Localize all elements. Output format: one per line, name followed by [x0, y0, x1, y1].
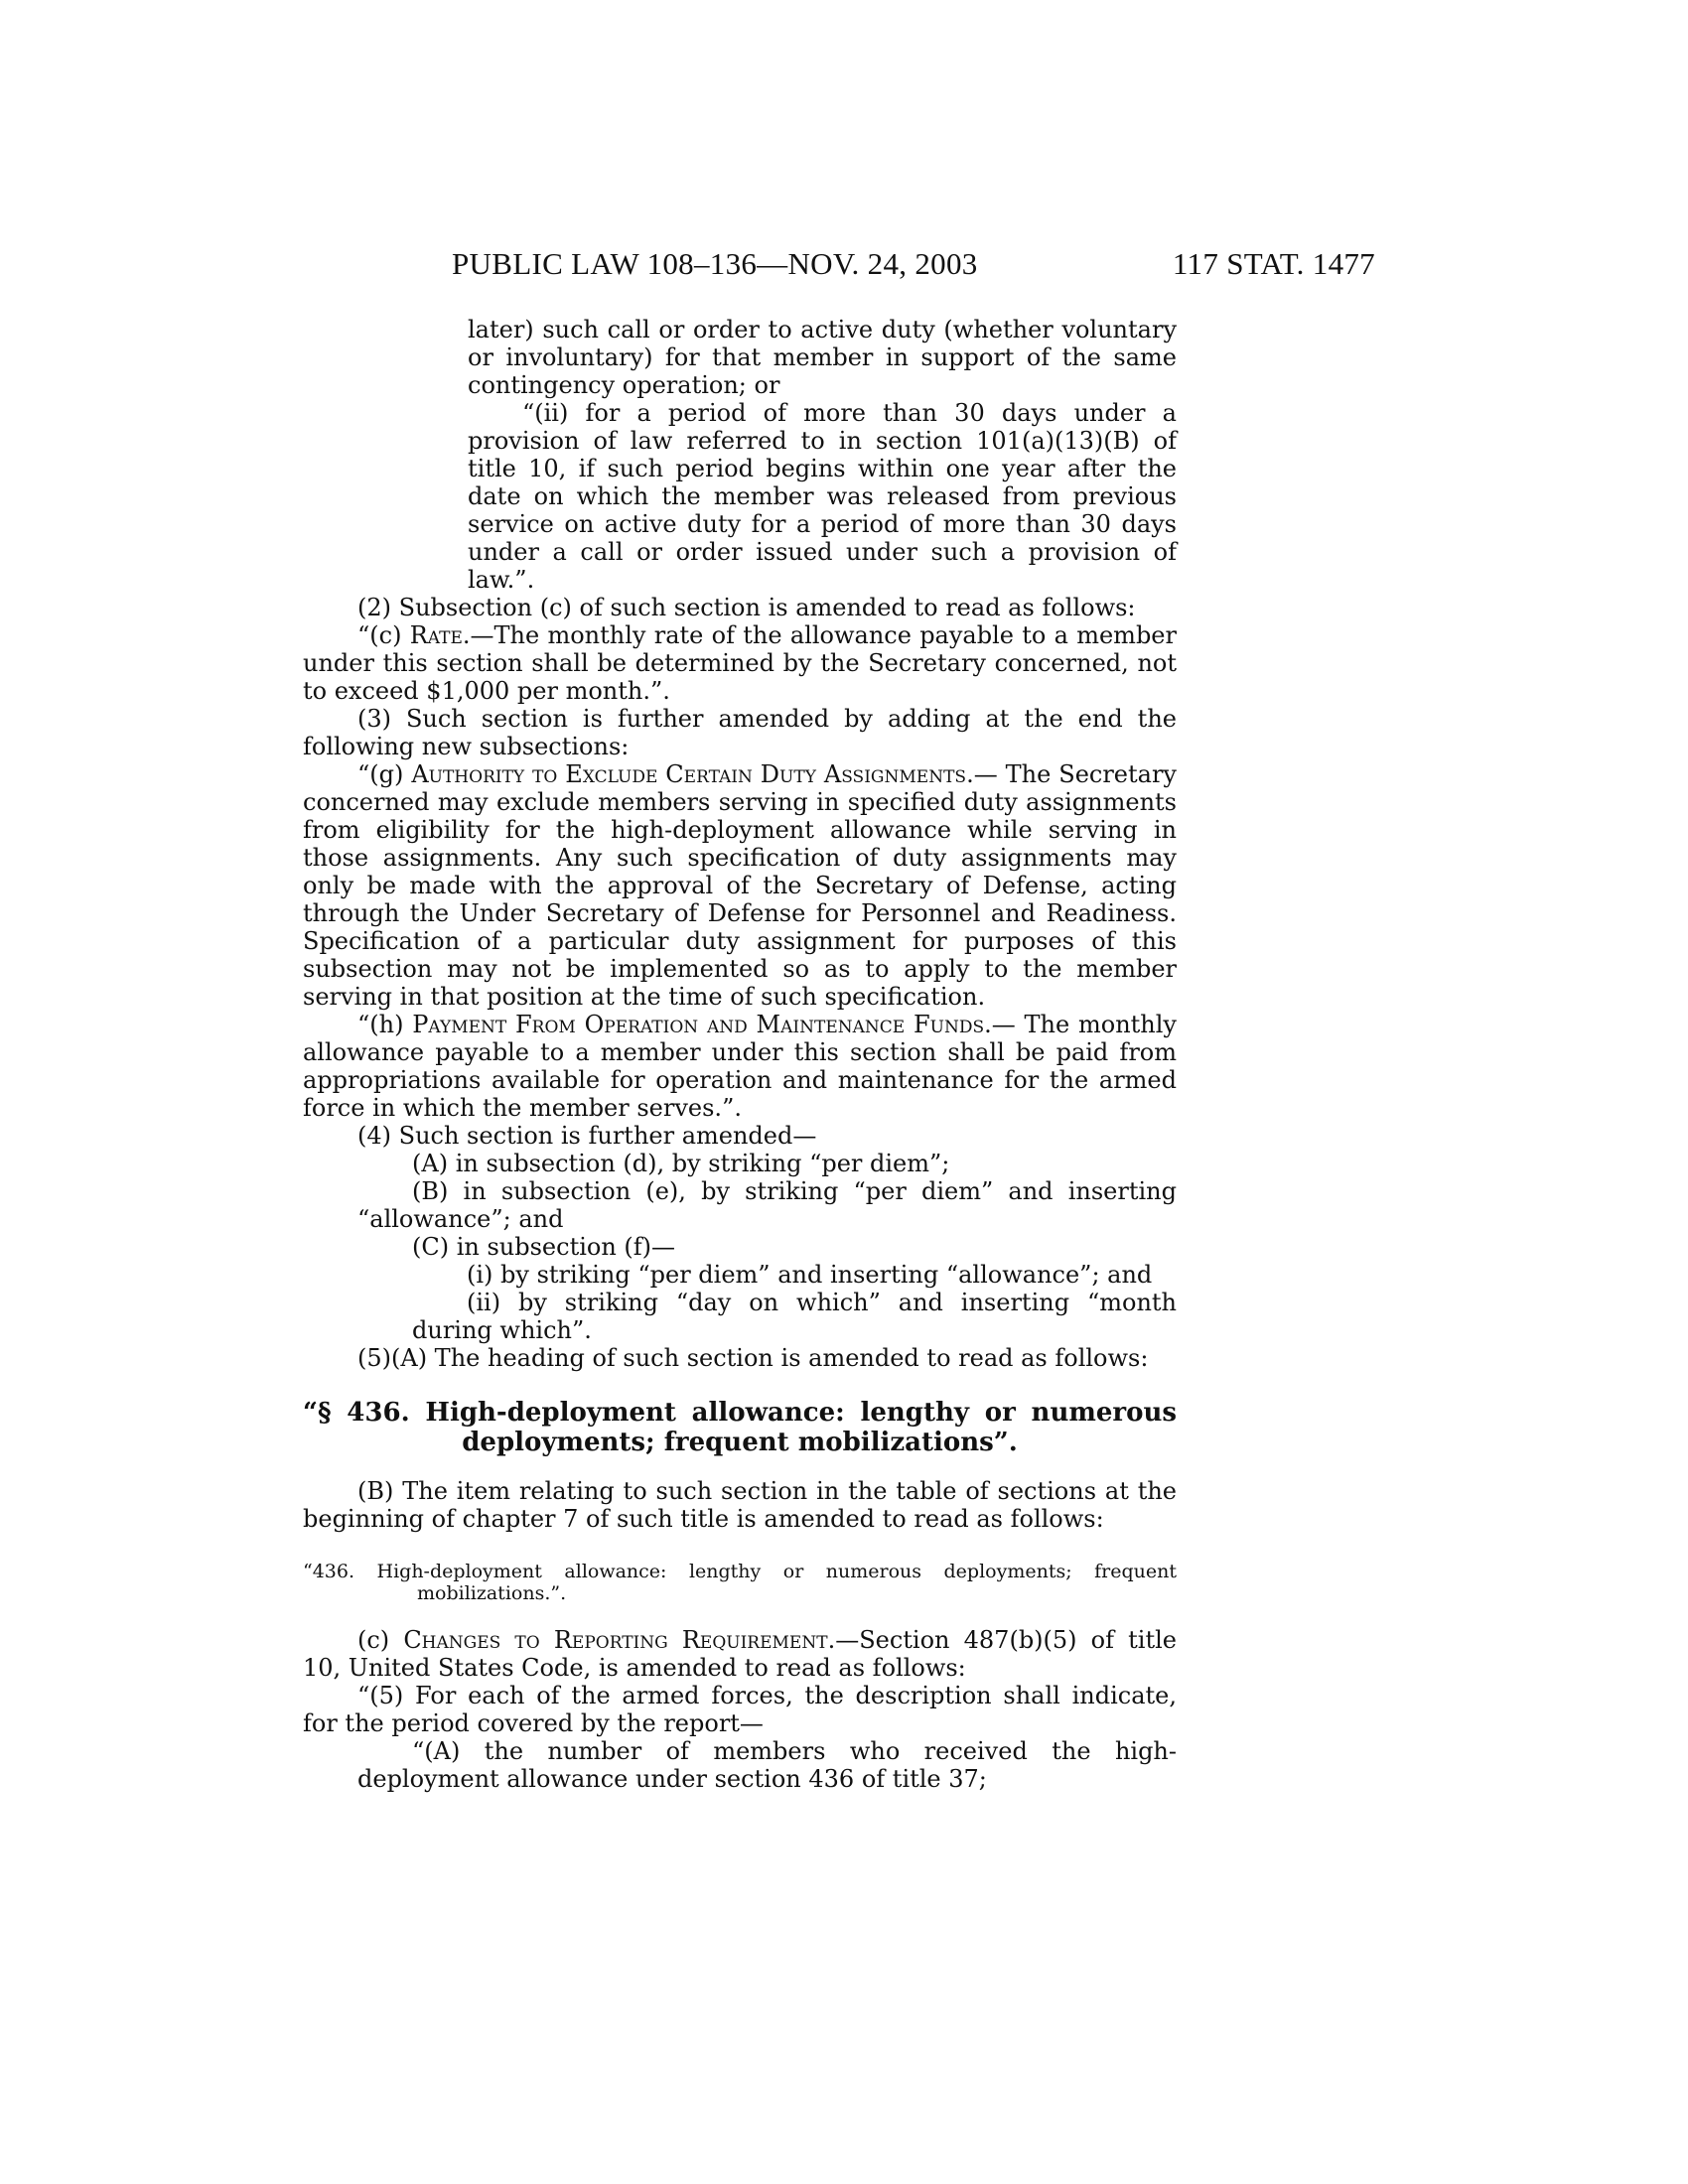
subsection-c-text: .—The monthly rate of the allowance payable to a member under this section shall be determined by the Secretary concerned, not to exceed $1,000 per month.”.	[303, 621, 1177, 705]
toc-item: “436. High-deployment allowance: lengthy or numerous deployments; frequent mobilizations.”.	[303, 1561, 1177, 1604]
paragraph-3: (3) Such section is further amended by adding at the end the following new subsections:	[303, 705, 1177, 760]
document-body	[303, 316, 1177, 1793]
section-heading-line-1: “§ 436. High-deployment allowance: lengthy or numerous	[303, 1398, 1177, 1428]
paragraph-subsection-h	[303, 1011, 1177, 1122]
subsection-h-heading: Payment From Operation and Maintenance Funds	[412, 1011, 985, 1038]
paragraph-report-5-A: “(A) the number of members who received the high-deployment allowance under section 436 of title 37;	[357, 1737, 1177, 1793]
subsection-g-heading: Authority to Exclude Certain Duty Assignments	[411, 760, 967, 788]
subsection-g-text: .— The Secretary concerned may exclude members serving in specified duty assignments from eligibility for the high-deployment allowance while serving in those assignments. Any such specification of duty assignments may only be made with the approval of the Secretary of Defense, acting through the Under Secretary of Defense for Personnel and Readiness. Specification of a particular duty assignment for purposes of this subsection may not be implemented so as to apply to the member serving in that position at the time of such specification.	[303, 760, 1177, 1011]
paragraph-4: (4) Such section is further amended—	[357, 1122, 817, 1150]
paragraph-subsection-c-reporting	[303, 1626, 1177, 1682]
paragraph-4-C-ii: (ii) by striking “day on which” and inserting “month during which”.	[412, 1289, 1177, 1344]
paragraph-subsection-c	[303, 621, 1177, 705]
paragraph-continuation: later) such call or order to active duty (whether voluntary or involuntary) for that member in support of the same contingency operation; or	[468, 316, 1177, 399]
paragraph-4-A: (A) in subsection (d), by striking “per diem”;	[412, 1150, 950, 1177]
paragraph-subsection-g	[303, 760, 1177, 1011]
subsection-h-lead: “(h)	[357, 1011, 413, 1038]
paragraph-clause-ii: “(ii) for a period of more than 30 days under a provision of law referred to in section 101(a)(13)(B) of title 10, if such period begins within one year after the date on which the member was released from previous service on active duty for a period of more than 30 days under a call or order issued under such a provision of law.”.	[468, 399, 1177, 594]
header-page-number: 117 STAT. 1477	[1172, 246, 1375, 281]
subsection-h-text: .— The monthly allowance payable to a member under this section shall be paid from appropriations available for operation and maintenance for the armed force in which the member serves.”.	[303, 1011, 1177, 1122]
subsection-c-lead: “(c)	[357, 621, 410, 649]
paragraph-report-5: “(5) For each of the armed forces, the description shall indicate, for the period covered by the report—	[303, 1682, 1177, 1737]
paragraph-2: (2) Subsection (c) of such section is amended to read as follows:	[357, 594, 1136, 621]
paragraph-5B: (B) The item relating to such section in the table of sections at the beginning of chapter 7 of such title is amended to read as follows:	[303, 1477, 1177, 1533]
subsection-c-heading: Rate	[409, 621, 463, 649]
paragraph-4-B: (B) in subsection (e), by striking “per diem” and inserting “allowance”; and	[357, 1177, 1177, 1233]
section-heading-line-2: deployments; frequent mobilizations”.	[462, 1428, 1018, 1457]
reporting-lead: (c)	[357, 1626, 404, 1654]
section-heading	[303, 1398, 1177, 1457]
paragraph-5A: (5)(A) The heading of such section is amended to read as follows:	[357, 1344, 1149, 1372]
paragraph-4-C-i: (i) by striking “per diem” and inserting “allowance”; and	[467, 1261, 1153, 1289]
reporting-heading: Changes to Reporting Requirement	[403, 1626, 828, 1654]
header-citation: PUBLIC LAW 108–136—NOV. 24, 2003	[452, 246, 978, 281]
subsection-g-lead: “(g)	[357, 760, 412, 788]
page-header	[452, 246, 1375, 286]
reporting-text: .—Section 487(b)(5) of title 10, United States Code, is amended to read as follows:	[303, 1626, 1177, 1682]
paragraph-4-C: (C) in subsection (f)—	[412, 1233, 676, 1261]
